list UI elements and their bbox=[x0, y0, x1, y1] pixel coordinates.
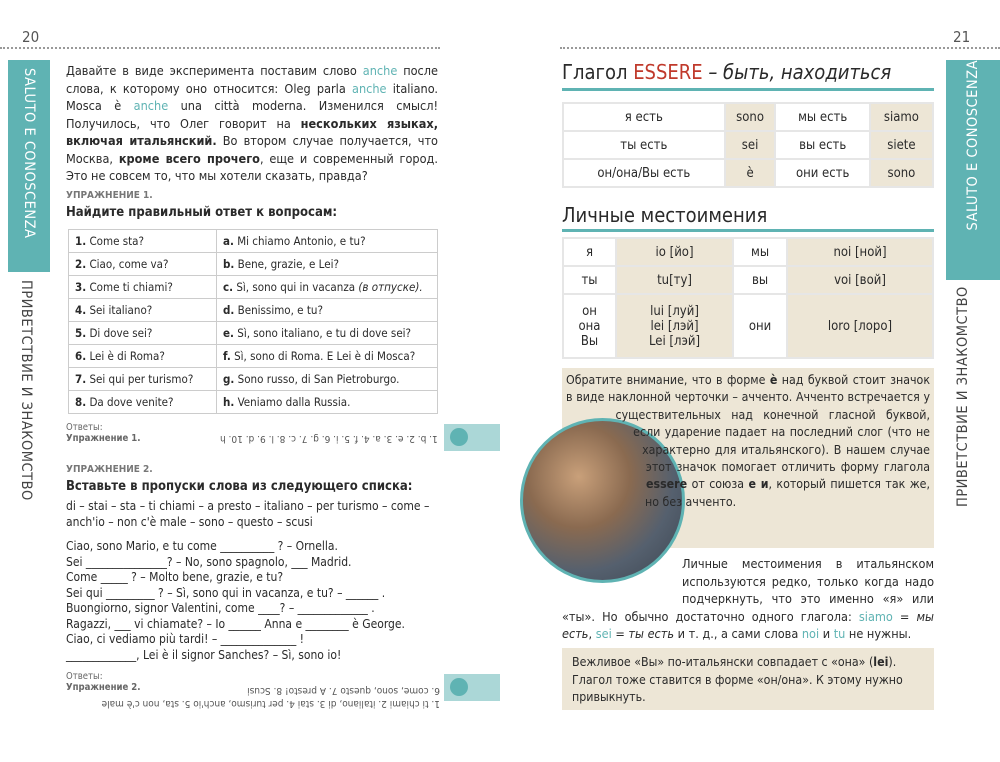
title-underline bbox=[562, 88, 934, 91]
pronouns-title: Личные местоимения bbox=[562, 203, 768, 227]
table-row bbox=[563, 159, 933, 187]
table-row bbox=[563, 294, 933, 358]
table-row bbox=[69, 276, 438, 299]
gap-line: Come _____ ? – Molto bene, grazie, e tu? bbox=[66, 570, 284, 584]
table-cell: мы есть bbox=[775, 103, 869, 131]
table-cell: они bbox=[733, 294, 787, 358]
gap-line: Ciao, ci vediamo più tardi! – ______________ ! bbox=[66, 632, 304, 646]
answer-cell: b. Bene, grazie, e Lei? bbox=[217, 253, 438, 276]
gap-line: Ragazzi, ___ vi chiamate? – Io ______ Anna e ________ è George. bbox=[66, 616, 405, 631]
table-cell: io [йо] bbox=[616, 238, 733, 266]
table-row bbox=[563, 266, 933, 294]
intro-paragraph: Давайте в виде эксперимента поставим слово anche после слова, к которому оно относится: Oleg parla anche italiano. Mosca è anche una città moderna. Изменился смысл! Получилось, что Олег говорит на нескольких языках, включая итальянский. Во втором случае получается, что Москва, кроме всего прочего, еще и современный город. Это не совсем то, что мы хотели сказать, правда? bbox=[66, 63, 439, 183]
table-row bbox=[69, 230, 438, 253]
question-cell: 5. Di dove sei? bbox=[69, 322, 217, 345]
table-cell: вы bbox=[733, 266, 787, 294]
gap-line: Ciao, sono Mario, e tu come __________ ? – Ornella. bbox=[66, 539, 338, 553]
gap-line: Sei qui _________ ? – Sì, sono qui in vacanza, e tu? – ______ . bbox=[66, 585, 386, 600]
answers-2: Ответы: Упражнение 2. bbox=[66, 671, 141, 693]
answers-1: Ответы: Упражнение 1. bbox=[66, 422, 141, 444]
answer-cell: a. Mi chiamo Antonio, e tu? bbox=[217, 230, 438, 253]
table-row bbox=[563, 238, 933, 266]
question-cell: 6. Lei è di Roma? bbox=[69, 345, 217, 368]
answer-cell: d. Benissimo, e tu? bbox=[217, 299, 438, 322]
table-cell: è bbox=[725, 159, 776, 187]
side-tab-ru: ПРИВЕТСТВИЕ И ЗНАКОМСТВО bbox=[955, 286, 971, 507]
exercise-1-title: Найдите правильный ответ к вопросам: bbox=[66, 205, 338, 220]
question-cell: 8. Da dove venite? bbox=[69, 391, 217, 414]
table-cell: lui [луй] lei [лэй] Lei [лэй] bbox=[616, 294, 733, 358]
table-cell: sei bbox=[725, 131, 776, 159]
table-row bbox=[563, 103, 933, 131]
gap-fill-lines bbox=[66, 539, 405, 663]
pronouns-paragraph: Личные местоимения в итальянском используются редко, только когда надо подчеркнуть, что это именно «я» или «ты». Но обычно достаточно одного глагола: siamo = мы есть, sei = ты есть и т. д., а сами слова noi и tu не нужны. bbox=[562, 556, 934, 641]
header-divider bbox=[0, 47, 440, 49]
question-cell: 2. Ciao, come va? bbox=[69, 253, 217, 276]
question-cell: 3. Come ti chiami? bbox=[69, 276, 217, 299]
table-cell: voi [вой] bbox=[787, 266, 933, 294]
table-cell: ты есть bbox=[563, 131, 725, 159]
table-cell: sono bbox=[870, 159, 933, 187]
table-cell: ты bbox=[563, 266, 616, 294]
accent-note-text: Обратите внимание, что в форме è над буквой стоит значок в виде наклонной черточки – ачченто. Ачченто встречается у существительных над конечной гласной буквой, если ударение падает на последний слог (что не характерно для итальянского). В нашем случае этот значок помогает отличить форму глагола essere от союза е и, который пишется так же, но без ачченто. bbox=[566, 373, 931, 509]
table-row bbox=[69, 391, 438, 414]
table-row bbox=[69, 322, 438, 345]
table-cell: вы есть bbox=[775, 131, 869, 159]
table-row bbox=[69, 253, 438, 276]
gap-line: Sei _______________? – No, sono spagnolo, ___ Madrid. bbox=[66, 554, 352, 569]
essere-title: Глагол ESSERE – быть, находиться bbox=[562, 60, 892, 84]
polite-form-note: Вежливое «Вы» по-итальянски совпадает с «она» (lei). Глагол тоже ставится в форме «он/она». К этому нужно привыкнуть. bbox=[562, 648, 934, 710]
word-list: di – stai – sta – ti chiami – a presto – italiano – per turismo – come – anch'io – non c'è male – sono – questo – scusi bbox=[66, 499, 430, 529]
answer-cell: c. Sì, sono qui in vacanza (в отпуске). bbox=[217, 276, 438, 299]
exercise-2-label: УПРАЖНЕНИЕ 2. bbox=[66, 464, 153, 475]
title-underline bbox=[562, 229, 934, 232]
side-tab-ru: ПРИВЕТСТВИЕ И ЗНАКОМСТВО bbox=[18, 280, 34, 501]
exercise-1-table bbox=[68, 229, 438, 414]
table-cell: я есть bbox=[563, 103, 725, 131]
table-cell: siamo bbox=[870, 103, 933, 131]
page-number-left: 20 bbox=[22, 28, 40, 46]
table-cell: noi [ной] bbox=[787, 238, 933, 266]
answer-tab bbox=[444, 674, 500, 701]
side-tab-it bbox=[946, 60, 1000, 280]
side-tab-label: SALUTO E CONOSCENZA bbox=[21, 68, 37, 239]
table-cell: sono bbox=[725, 103, 776, 131]
essere-table bbox=[562, 102, 934, 188]
answer-cell: g. Sono russo, di San Pietroburgo. bbox=[217, 368, 438, 391]
exercise-2-title: Вставьте в пропуски слова из следующего списка: bbox=[66, 479, 413, 494]
side-tab-it bbox=[8, 60, 50, 272]
circle-icon bbox=[450, 428, 468, 446]
question-cell: 7. Sei qui per turismo? bbox=[69, 368, 217, 391]
gap-line: Buongiorno, signor Valentini, come ____? – _____________ . bbox=[66, 601, 375, 615]
answers-1-upside-down: 1. b. 2. e. 3. a. 4. f. 5. i. 6. g. 7. c. 8. l. 9. d. 10. h bbox=[220, 433, 438, 444]
table-cell: siete bbox=[870, 131, 933, 159]
table-cell: он она Вы bbox=[563, 294, 616, 358]
table-row bbox=[69, 368, 438, 391]
circle-icon bbox=[450, 678, 468, 696]
header-divider bbox=[560, 47, 1000, 49]
table-cell: я bbox=[563, 238, 616, 266]
question-cell: 4. Sei italiano? bbox=[69, 299, 217, 322]
answer-cell: f. Sì, sono di Roma. E Lei è di Mosca? bbox=[217, 345, 438, 368]
table-cell: tu[ту] bbox=[616, 266, 733, 294]
answer-cell: e. Sì, sono italiano, e tu di dove sei? bbox=[217, 322, 438, 345]
side-tab-label: SALUTO E CONOSCENZA bbox=[965, 60, 981, 231]
table-cell: мы bbox=[733, 238, 787, 266]
table-row bbox=[69, 345, 438, 368]
table-cell: они есть bbox=[775, 159, 869, 187]
answer-cell: h. Veniamo dalla Russia. bbox=[217, 391, 438, 414]
gap-line: _____________, Lei è il signor Sanches? – Sì, sono io! bbox=[66, 647, 342, 662]
table-cell: loro [лоро] bbox=[787, 294, 933, 358]
answers-2-upside-down: 1. ti chiami 2. italiano, di 3. stai 4. per turismo, anch'io 5. sta, non c'è male 6. come, sono, questo 7. A presto! 8. Scusi bbox=[101, 685, 440, 709]
table-row bbox=[69, 299, 438, 322]
pronouns-table bbox=[562, 237, 934, 359]
table-cell: он/она/Вы есть bbox=[563, 159, 725, 187]
exercise-1-label: УПРАЖНЕНИЕ 1. bbox=[66, 190, 153, 201]
question-cell: 1. Come sta? bbox=[69, 230, 217, 253]
page-number-right: 21 bbox=[953, 28, 971, 46]
table-row bbox=[563, 131, 933, 159]
answer-tab bbox=[444, 424, 500, 451]
